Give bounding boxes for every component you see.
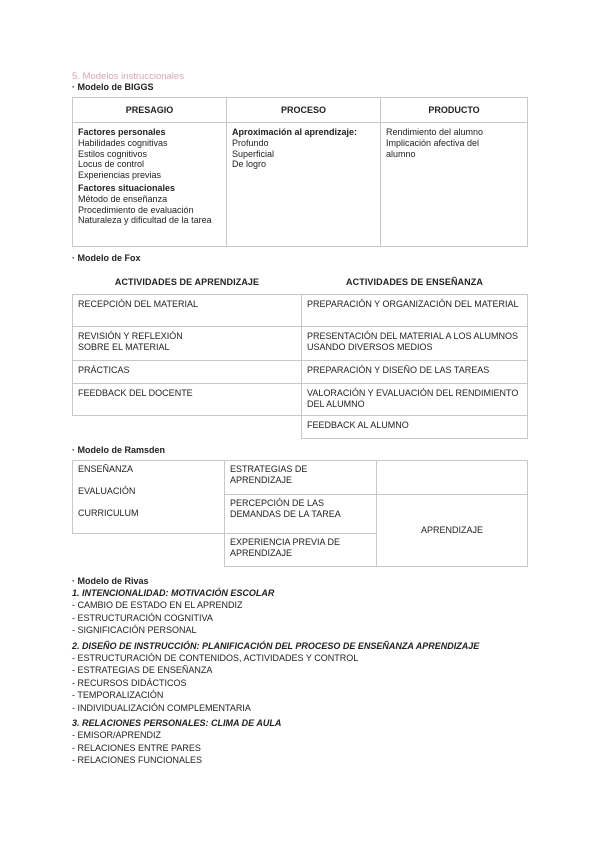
presagio-item: Método de enseñanza — [78, 193, 168, 204]
ramsden-empty-cell — [73, 534, 225, 567]
ramsden-col2-cell: PERCEPCIÓN DE LAS DEMANDAS DE LA TAREA — [225, 495, 377, 534]
fox-aprendizaje-cell — [73, 327, 302, 361]
rivas-item: - CAMBIO DE ESTADO EN EL APRENDIZ — [72, 600, 243, 610]
fox-ensenanza-cell: FEEDBACK AL ALUMNO — [302, 416, 528, 439]
presagio-item: Experiencias previas — [78, 170, 162, 181]
rivas-item: - ESTRUCTURACIÓN COGNITIVA — [72, 612, 213, 623]
rivas-heading: 2. DISEÑO DE INSTRUCCIÓN: PLANIFICACIÓN DEL PROCESO DE ENSEÑANZA APRENDIZAJE — [72, 640, 480, 651]
biggs-title: · Modelo de BIGGS — [72, 82, 154, 92]
rivas-title: · Modelo de Rivas — [72, 576, 149, 586]
presagio-item: Habilidades cognitivas — [78, 137, 168, 148]
fox-ensenanza-cell: PREPARACIÓN Y DISEÑO DE LAS TAREAS — [302, 361, 528, 384]
rivas-item: - RELACIONES ENTRE PARES — [72, 742, 201, 753]
rivas-heading: 1. INTENCIONALIDAD: MOTIVACIÓN ESCOLAR — [72, 588, 275, 598]
fox-aprendizaje-cell: RECEPCIÓN DEL MATERIAL — [73, 295, 302, 327]
ramsden-col3-cell: APRENDIZAJE — [377, 495, 528, 567]
ramsden-col1-item: CURRICULUM — [78, 508, 139, 518]
presagio-item: Naturaleza y dificultad de la tarea — [78, 215, 212, 226]
rivas-item: - RELACIONES FUNCIONALES — [72, 755, 203, 765]
rivas-item: - SIGNIFICACIÓN PERSONAL — [72, 625, 197, 635]
rivas-heading: 3. RELACIONES PERSONALES: CLIMA DE AULA — [72, 718, 282, 728]
producto-item: Implicación afectiva del alumno — [386, 137, 480, 159]
biggs-proceso-cell — [227, 123, 381, 247]
rivas-item: - EMISOR/APRENDIZ — [72, 730, 162, 740]
biggs-table — [72, 97, 528, 247]
fox-title: · Modelo de Fox — [72, 253, 141, 263]
rivas-item: - TEMPORALIZACIÓN — [72, 690, 164, 700]
fox-table — [72, 270, 528, 439]
ramsden-title: · Modelo de Ramsden — [72, 445, 166, 455]
fox-aprendizaje-cell: PRÁCTICAS — [73, 361, 302, 384]
fox-header-ensenanza: ACTIVIDADES DE ENSEÑANZA — [346, 277, 483, 287]
ramsden-empty-cell — [377, 461, 528, 495]
section-title: 5. Modelos instruccionales — [72, 71, 184, 82]
biggs-presagio-cell — [73, 123, 227, 247]
ramsden-col2-cell: EXPERIENCIA PREVIA DE APRENDIZAJE — [225, 534, 377, 567]
fox-aprendizaje-cell: FEEDBACK DEL DOCENTE — [73, 384, 302, 416]
ramsden-col1-item: ENSEÑANZA — [78, 464, 134, 474]
presagio-item: Estilos cognitivos — [78, 148, 148, 159]
proceso-label: Aproximación al aprendizaje: — [232, 127, 358, 137]
biggs-header-proceso: PROCESO — [227, 98, 381, 123]
biggs-header-producto: PRODUCTO — [381, 98, 528, 123]
proceso-item: De logro — [232, 159, 267, 170]
fox-ensenanza-cell: PREPARACIÓN Y ORGANIZACIÓN DEL MATERIAL — [302, 295, 528, 327]
ramsden-table — [72, 460, 528, 567]
ramsden-col1-cell — [73, 461, 225, 534]
fox-ensenanza-cell: PRESENTACIÓN DEL MATERIAL A LOS ALUMNOS USANDO DIVERSOS MEDIOS — [302, 327, 528, 361]
rivas-item: - RECURSOS DIDÁCTICOS — [72, 677, 187, 688]
biggs-header-presagio: PRESAGIO — [73, 98, 227, 123]
proceso-item: Profundo — [232, 137, 269, 148]
fox-ensenanza-cell: VALORACIÓN Y EVALUACIÓN DEL RENDIMIENTO DEL ALUMNO — [302, 384, 528, 416]
ramsden-col2-cell: ESTRATEGIAS DE APRENDIZAJE — [225, 461, 377, 495]
rivas-item: - ESTRATEGIAS DE ENSEÑANZA — [72, 665, 213, 675]
rivas-item: - ESTRUCTURACIÓN DE CONTENIDOS, ACTIVIDADES Y CONTROL — [72, 652, 359, 663]
fox-empty-cell — [73, 416, 302, 439]
proceso-item: Superficial — [232, 148, 275, 159]
ramsden-col1-item: EVALUACIÓN — [78, 486, 136, 496]
producto-item: Rendimiento del alumno — [386, 127, 484, 137]
rivas-block — [72, 576, 528, 767]
presagio-item: Procedimiento de evaluación — [78, 204, 194, 215]
biggs-producto-cell — [381, 123, 528, 247]
presagio-group1-label: Factores personales — [78, 127, 166, 137]
fox-aprendizaje-text: REVISIÓN Y REFLEXIÓN SOBRE EL MATERIAL — [78, 331, 183, 352]
document-page — [72, 71, 528, 767]
fox-header-aprendizaje: ACTIVIDADES DE APRENDIZAJE — [114, 277, 260, 287]
presagio-group2-label: Factores situacionales — [78, 182, 176, 193]
rivas-item: - INDIVIDUALIZACIÓN COMPLEMENTARIA — [72, 702, 251, 713]
presagio-item: Locus de control — [78, 159, 145, 170]
